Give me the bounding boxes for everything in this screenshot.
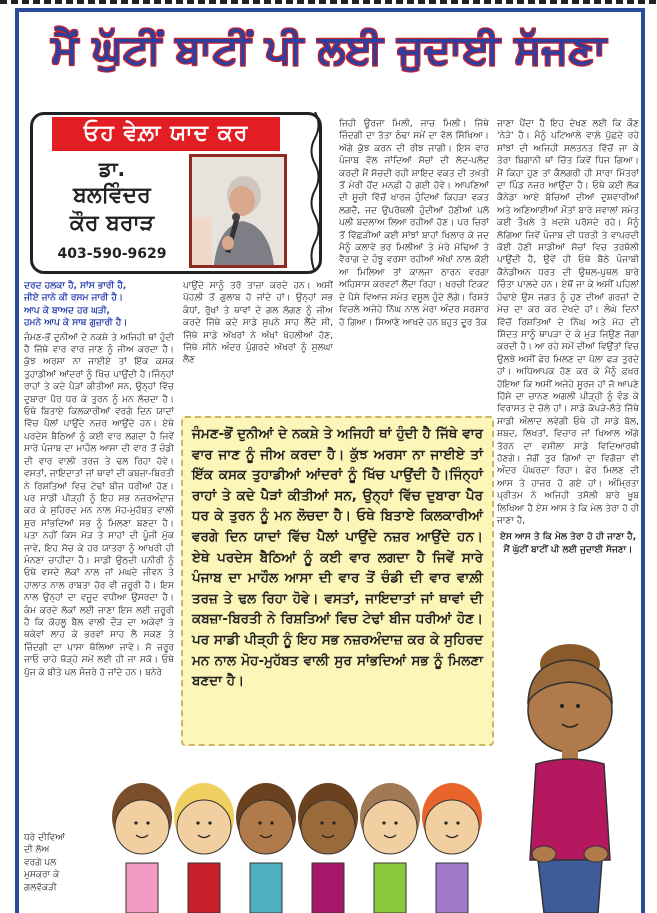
author-prefix: ਡਾ.	[98, 157, 126, 181]
article-text: ਜਾਣਾ ਪੈਂਦਾ ਹੈ ਇਹ ਦੇਖਣ ਲਈ ਕਿ ਕੌਣ 'ਨੇੜੇ' ਹੈ। ਮੈਨੂੰ ਪਟਿਆਲੇ ਵਾਲ਼ੇ ਪੁੱਛਦੇ ਰਹੇ ਸਾਂਝਾਂ ਦੀ ਅਜਿਹੀ ਸਲਤਨਤ ਵਿੱਚੋਂ ਜਾ ਕੇ ਤੇਰਾ ਬਿਗਾਨੀ ਥਾਂ ਚਿੱਤ ਕਿਵੇਂ ਧਿਜ ਗਿਆ। ਮੈਂ ਕਿਹਾ ਹੁਣ ਤਾਂ ਕੈਲਗਰੀ ਹੀ ਸਾਰਾ ਮਿੱਤਰਾਂ ਦਾ ਪਿੰਡ ਨਜ਼ਰ ਆਉਂਦਾ ਹੈ। ਓਥੇ ਕਈ ਲੋਕ ਕੈਨੇਡਾ ਆਏ ਬੱਚਿਆਂ ਦੀਆਂ ਦੁਸ਼ਵਾਰੀਆਂ ਅਤੇ ਅਣਿਆਈਆਂ ਮੌਤਾਂ ਬਾਰੇ ਸਵਾਲਾਂ ਸਮੇਤ ਕਈ ਤੌਖਲੇ ਤੇ ਖ਼ਦਸ਼ੇ ਪਰੋਸਦੇ ਰਹੇ। ਮੈਨੂੰ ਲੱਗਿਆ ਜਿਵੇਂ ਪੰਜਾਬ ਦੀ ਧਰਤੀ ਤੇ ਵਾਪਰਦੀ ਕੋਈ ਹੋਣੀ ਸਾਡੀਆਂ ਸੋਚਾਂ ਵਿਚ ਤਰਥੱਲੀ ਪਾਉਂਦੀ ਹੈ, ਉਵੇਂ ਹੀ ਓਥੇ ਬੈਠੇ ਪੰਜਾਬੀ ਕੈਨੇਡੀਅਨ ਧਰਤ ਦੀ ਉਥਲ-ਪੁਥਲ ਬਾਰੇ ਚਿੰਤਾ ਪਾਲ਼ਦੇ ਹਨ। ਏਥੋਂ ਜਾ ਕੇ ਅਸੀਂ ਪਹਿਲਾਂ ਹੰਢਾਏ ਉਸ ਜਗਤ ਨੂੰ ਹੁਣ ਦੀਆਂ ਗਰਜ਼ਾਂ ਦੇ ਮੇਚ ਦਾ ਕਰ ਕਰ ਦੇਖਦੇ ਹਾਂ। ਲੰਘੇ ਦਿਨਾਂ ਵਿੱਚੋਂ ਰਿਸ਼ਤਿਆਂ ਦੇ ਨਿੱਘ ਅਤੇ ਮੋਹ ਦੀ ਸ਼ਿੱਦਤ ਸਾਨੂੰ ਥਾਪੜਾ ਦੇ ਕੇ ਮੁੜ ਜਿਉਣ ਜੋਗਾ ਕਰਦੀ ਹੈ। ਆ ਰਹੇ ਸਮੇਂ ਦੀਆਂ ਵਿਉਂਤਾਂ ਵਿਚ ਉਲਝੇ ਅਸੀਂ ਫੇਰ ਮਿਲਣ ਦਾ ਪੱਲਾ ਫੜ ਤੁਰਦੇ ਹਾਂ। ਅਧਿਆਪਕ ਹੋਣ ਕਰ ਕੇ ਮੈਨੂੰ ਫ਼ਖਰ ਹੋਇਆ ਕਿ ਅਸੀਂ ਅਜੇਹੇ ਸੂਰਜ ਹਾਂ ਜੋ ਆਪਣੇ ਹਿੱਸੇ ਦਾ ਚਾਨਣ ਅਗਲੀ ਪੀੜ੍ਹੀ ਨੂੰ ਵੰਡ ਕੇ ਵਿਰਾਸਤ ਦੇ ਚੱਲੇ ਹਾਂ। ਸਾਡੇ ਕੱਪੜੇ-ਲੱਤੇ ਜਿੱਥੇ ਸਾਡੀ ਔਲਾਦ ਲਵੇਗੀ ਓਥੇ ਹੀ ਸਾਡੇ ਬੋਲ, ਸ਼ਬਦ, ਲਿਖਤਾਂ, ਵਿਚਾਰ ਜਾਂ ਖਿਆਲ ਅੱਗੇ ਤੋਰਨ ਦਾ ਵਸੀਲਾ ਸਾਡੇ ਵਿਦਿਆਰਥੀ ਹੋਣਗੇ। ਜੱਗੋਂ ਤੁਰ ਗਿਆਂ ਦਾ ਵਿਗੋਚਾ ਵੀ ਅੰਦਰ ਪੰਘਰਦਾ ਰਿਹਾ। ਫੇਰ ਮਿਲਣ ਦੀ ਆਸ ਤੇ ਹਾਜ਼ਰ ਹੋ ਗਏ ਹਾਂ। ਅੰਮ੍ਰਿਤਾ ਪ੍ਰੀਤਮ ਨੇ ਅਜਿਹੀ ਤਸੱਲੀ ਬਾਰੇ ਖ਼ੂਬ ਲਿਖਿਆ ਹੈ ਏਸ ਆਸ ਤੇ ਕਿ ਮੇਲ ਤੇਰਾ ਹੋ ਹੀ ਜਾਣਾ ਹੈ,	[497, 119, 639, 526]
closing-couplet	[497, 531, 639, 556]
column-title: ਓਹ ਵੇਲ਼ਾ ਯਾਦ ਕਰ	[52, 117, 280, 151]
poem-line: ਦਰਦ ਹਲਕਾ ਹੈ, ਸਾਂਸ ਭਾਰੀ ਹੈ,	[24, 281, 127, 291]
kid-figure-purple-shirt-redhead-girl	[422, 783, 482, 913]
article-column-2	[183, 280, 333, 410]
headline: ਮੈਂ ਘੁੱਟੀਂ ਬਾਟੀਂ ਪੀ ਲਈ ਜੁਦਾਈ ਸੱਜਣਾ	[51, 27, 607, 73]
text-line: ਗਲਵੱਕੜੀ	[24, 882, 57, 893]
kid-figure-red-shirt-boy	[174, 783, 234, 913]
article-text: ਜੰਮਣ-ਭੋਂ ਦੁਨੀਆਂ ਦੇ ਨਕਸ਼ੇ ਤੇ ਅਜਿਹੀ ਥਾਂ ਹੁੰਦੀ ਹੈ ਜਿੱਥੇ ਵਾਰ ਵਾਰ ਜਾਣ ਨੂੰ ਜੀਅ ਕਰਦਾ ਹੈ। ਕੁੱਝ ਅਰਸਾ ਨਾ ਜਾਈਏ ਤਾਂ ਇੱਕ ਕਸਕ ਤੁਹਾਡੀਆਂ ਆਂਦਰਾਂ ਨੂੰ ਖਿੱਚ ਪਾਉਂਦੀ ਹੈ।ਜਿੰਨ੍ਹਾਂ ਰਾਹਾਂ ਤੇ ਕਦੇ ਪੈੜਾਂ ਕੀਤੀਆਂ ਸਨ, ਉਨ੍ਹਾਂ ਵਿੱਚ ਦੁਬਾਰਾ ਪੈਰ ਧਰ ਕੇ ਤੁਰਨ ਨੂੰ ਮਨ ਲੋਚਦਾ ਹੈ। ਓਥੇ ਬਿਤਾਏ ਕਿਲਕਾਰੀਆਂ ਵਰਗੇ ਦਿਨ ਯਾਦਾਂ ਵਿੱਚ ਪੈਲਾਂ ਪਾਉਂਦੇ ਨਜ਼ਰ ਆਉਂਦੇ ਹਨ। ਏਥੇ ਪਰਦੇਸ ਬੈਠਿਆਂ ਨੂੰ ਕਈ ਵਾਰ ਲਗਦਾ ਹੈ ਜਿਵੇਂ ਸਾਰੇ ਪੰਜਾਬ ਦਾ ਮਾਹੌਲ ਆਸਾ ਦੀ ਵਾਰ ਤੋਂ ਚੰਡੀ ਦੀ ਵਾਰ ਵਾਲ਼ੀ ਤਰਜ਼ ਤੇ ਢਲ ਰਿਹਾ ਹੋਵੇ। ਵਸਤਾਂ, ਜਾਇਦਾਤਾਂ ਜਾਂ ਥਾਵਾਂ ਦੀ ਕਬਜ਼ਾ-ਬਿਰਤੀ ਨੇ ਰਿਸ਼ਤਿਆਂ ਵਿਚ ਟੇਢਾਂ ਬੀਜ ਧਰੀਆਂ ਹੋਣ। ਪਰ ਸਾਡੀ ਪੀੜ੍ਹੀ ਨੂੰ ਇਹ ਸਭ ਨਜ਼ਰਅੰਦਾਜ਼ ਕਰ ਕੇ ਸੁਹਿਰਦ ਮਨ ਨਾਲ ਮੋਹ-ਮੁਹੱਬਤ ਵਾਲੀ ਸੁਰ ਸਾਂਭਦਿਆਂ ਸਭ ਨੂੰ ਮਿਲਣਾ ਬਣਦਾ ਹੈ। ਪਤਾ ਨਹੀਂ ਕਿਸ ਮੋੜ ਤੇ ਸਾਹਾਂ ਦੀ ਪੂੰਜੀ ਮੁੱਕ ਜਾਵੇ, ਇਹ ਸੋਚ ਕੇ ਹਰ ਯਾਤਰਾ ਨੂੰ ਆਖਰੀ ਹੀ ਮੰਨਣਾ ਚਾਹੀਦਾ ਹੈ। ਸਾਡੀ ਉਠਦੀ ਪਨੀਰੀ ਨੂੰ ਓਥੇ ਵਸਦੇ ਲੋਕਾਂ ਨਾਲ ਜਾਂ ਮਘਦੇ ਜੀਵਨ ਤੇ ਹਾਲਾਤ ਨਾਲ ਰਾਬਤਾ ਹੋਰ ਵੀ ਜ਼ਰੂਰੀ ਹੈ। ਇਸ ਨਾਲ ਉਨ੍ਹਾਂ ਦਾ ਵਜੂਦ ਵਧੀਆ ਉਸਰਦਾ ਹੈ। ਕੰਮ ਕਰਦੇ ਲੋਕਾਂ ਲਈ ਜਾਣਾ ਇਸ ਲਈ ਜ਼ਰੂਰੀ ਹੈ ਕਿ ਕੋਹਲੂ ਬੈਲ ਵਾਲੀ ਦੌੜ ਦਾ ਅਕੇਵਾਂ ਤੇ ਥਕੇਵਾਂ ਲਾਹ ਕੇ ਭਰਵਾਂ ਸਾਹ ਲੈ ਸਕਣ ਤੇ ਜ਼ਿੰਦਗੀ ਦਾ ਪਾਸਾ ਥੱਲਿਆ ਜਾਵੇ। ਸੋ ਜ਼ਰੂਰ ਜਾਓ ਚਾਹੇ ਥੋੜ੍ਹੇ ਸਮੇਂ ਲਈ ਹੀ ਜਾ ਸਕੋ। ਓਥੇ ਪੁੱਜ ਕੇ ਬੀਤੇ ਪਲ ਸੰਜਰੇ ਹੋ ਜਾਂਦੇ ਹਨ। ਬਨੇਰੇ	[24, 332, 174, 678]
wavy-border	[308, 112, 322, 272]
article-text: ਜਿਹੀ ਊਰਜਾ ਮਿਲੀ, ਜਾਚ ਮਿਲੀ। ਜਿੱਥੇ ਜ਼ਿੰਦਗੀ ਦਾ ਤੱਤਾ ਠੰਢਾ ਸਮੇਂ ਦਾ ਵੱਲ ਸਿੱਖਿਆ। ਅੱਗੇ ਕੁੱਝ ਕਰਨ ਦੀ ਰੀਝ ਜਾਗੀ। ਇਸ ਵਾਰ ਪੰਜਾਬ ਵੱਲ ਜਾਂਦਿਆਂ ਸੋਚਾਂ ਦੀ ਲੱਦ-ਪਲੱਦ ਕਰਦੀ ਮੈਂ ਸੋਚਦੀ ਰਹੀ ਸ਼ਾਇਦ ਵਕਤ ਦੀ ਤਖ਼ਤੀ ਤੋਂ ਮੇਰੀ ਹੋਂਦ ਮਨਫ਼ੀ ਹੋ ਗਈ ਹੋਵੇ। ਆਪਣਿਆਂ ਦੀ ਸੂਚੀ ਵਿੱਚੋਂ ਖਾਰਜ ਹੁੰਦਿਆਂ ਕਿਹੜਾ ਵਕਤ ਲਗਦੈ, ਜਦ ਉਪਰੋਥਲੀ ਹੁੰਦੀਆਂ ਹੋਣੀਆਂ ਪਲੋ ਪਲੀ ਬਦਲਾਅ ਲਿਆ ਰਹੀਆਂ ਹੋਣ। ਪਰ ਚਿਰਾਂ ਤੋਂ ਵਿੱਛੜੀਆਂ ਕਈ ਸਾਂਝਾਂ ਬਾਹਾਂ ਖਿਲਾਰ ਕੇ ਜਦ ਮੈਨੂੰ ਕਲਾਵੇ ਭਰ ਮਿਲੀਆਂ ਤੇ ਮੇਰੇ ਮੋਢਿਆਂ ਤੇ ਵੈਰਾਗ ਦੇ ਹੰਝੂ ਵਰਸਾ ਰਹੀਆਂ ਅੱਖਾਂ ਨਾਲ ਕੋਈ ਆ ਮਿਲਿਆ ਤਾਂ ਕਾਲਜਾ ਠਾਰਨ ਵਰਗਾ ਅਹਿਸਾਸ ਕਰਵਟਾਂ ਲੈਂਦਾ ਰਿਹਾ। ਖਰਚੀ ਟਿਕਟ ਦੇ ਪੈਸੇ ਵਿਆਜ ਸਮੇਤ ਵਸੂਲ ਹੁੰਦੇ ਲੱਗੇ। ਰਿਸ਼ਤੇ ਵਿਚਲੇ ਅਜੇਹੇ ਨਿੱਘ ਨਾਲ ਮੇਰਾ ਅੰਦਰ ਸਰਸ਼ਾਰ ਹੋ ਗਿਆ। ਸਿਆਣੇ ਆਖਦੇ ਹਨ ਬਹੁਤ ਦੂਰ ਤੱਕ	[339, 119, 489, 328]
article-text: ਪਾਉਂਦੇ ਸਾਨੂੰ ਤਰੋ ਤਾਜ਼ਾ ਕਰਦੇ ਹਨ। ਅਸੀਂ ਪੋਹਲ਼ੀ ਤੋਂ ਗੁਲਾਬ ਹੋ ਜਾਂਦੇ ਹਾਂ। ਉਨ੍ਹਾਂ ਸਭ ਕੰਧਾਂ, ਰੁੱਖਾਂ ਤੇ ਥਾਵਾਂ ਦੇ ਗਲ ਲੱਗਣ ਨੂੰ ਜੀਅ ਕਰਦੇ ਜਿੱਥੇ ਕਦੇ ਸਾਡੇ ਸੁਪਨੇ ਸਾਹ ਲੈਂਦੇ ਸੀ, ਜਿੱਥੇ ਸਾਡੇ ਅੱਖਰਾਂ ਨੇ ਅੱਖਾਂ ਖੋਹਲੀਆਂ ਹੋਣ, ਜਿੱਥੇ ਸੀਨੇ ਅੰਦਰ ਪੁੰਗਰਦੇ ਅੱਖਰਾਂ ਨੂੰ ਸੁਲਘਾ ਲੈਣ	[183, 281, 333, 366]
kid-figure-magenta-shirt-girl	[298, 783, 358, 913]
poem-line: ਜੀਏ ਜਾਨੇ ਕੀ ਰਸਮ ਜਾਰੀ ਹੈ।	[24, 293, 123, 304]
couplet-line: ਮੈਂ ਘੁੱਟੀਂ ਬਾਟੀਂ ਪੀ ਲਈ ਜੁਦਾਈ ਸੱਜਣਾ।	[503, 544, 633, 555]
text-line: ਮੁਸਕਰਾ ਕੇ	[24, 870, 60, 881]
kid-figure-green-shirt-boy	[360, 783, 420, 913]
kid-figure-pink-shirt-girl	[112, 783, 172, 913]
article-column-3	[339, 118, 489, 410]
author-name: ਬਲਵਿੰਦਰ	[73, 183, 151, 208]
woman-shirt	[530, 759, 610, 860]
author-photo	[189, 154, 287, 268]
poem-line: ਹਮਨੇ ਆਪ ਕੇ ਸਾਥ ਗੁਜ਼ਾਰੀ ਹੈ।	[24, 318, 128, 329]
text-line: ਧਰੇ ਦੀਵਿਆਂ	[24, 833, 66, 843]
author-portrait-icon	[192, 157, 284, 265]
pull-quote: ਜੰਮਣ-ਭੋਂ ਦੁਨੀਆਂ ਦੇ ਨਕਸ਼ੇ ਤੇ ਅਜਿਹੀ ਥਾਂ ਹੁੰਦੀ ਹੈ ਜਿੱਥੇ ਵਾਰ ਵਾਰ ਜਾਣ ਨੂੰ ਜੀਅ ਕਰਦਾ ਹੈ। ਕੁੱਝ ਅਰਸਾ ਨਾ ਜਾਈਏ ਤਾਂ ਇੱਕ ਕਸਕ ਤੁਹਾਡੀਆਂ ਆਂਦਰਾਂ ਨੂੰ ਖਿੱਚ ਪਾਉਂਦੀ ਹੈ।ਜਿੰਨ੍ਹਾਂ ਰਾਹਾਂ ਤੇ ਕਦੇ ਪੈੜਾਂ ਕੀਤੀਆਂ ਸਨ, ਉਨ੍ਹਾਂ ਵਿੱਚ ਦੁਬਾਰਾ ਪੈਰ ਧਰ ਕੇ ਤੁਰਨ ਨੂੰ ਮਨ ਲੋਚਦਾ ਹੈ। ਓਥੇ ਬਿਤਾਏ ਕਿਲਕਾਰੀਆਂ ਵਰਗੇ ਦਿਨ ਯਾਦਾਂ ਵਿੱਚ ਪੈਲਾਂ ਪਾਉਂਦੇ ਨਜ਼ਰ ਆਉਂਦੇ ਹਨ। ਏਥੇ ਪਰਦੇਸ ਬੈਠਿਆਂ ਨੂੰ ਕਈ ਵਾਰ ਲਗਦਾ ਹੈ ਜਿਵੇਂ ਸਾਰੇ ਪੰਜਾਬ ਦਾ ਮਾਹੌਲ ਆਸਾ ਦੀ ਵਾਰ ਤੋਂ ਚੰਡੀ ਦੀ ਵਾਰ ਵਾਲ਼ੀ ਤਰਜ਼ ਤੇ ਢਲ ਰਿਹਾ ਹੋਵੇ। ਵਸਤਾਂ, ਜਾਇਦਾਤਾਂ ਜਾਂ ਥਾਵਾਂ ਦੀ ਕਬਜ਼ਾ-ਬਿਰਤੀ ਨੇ ਰਿਸ਼ਤਿਆਂ ਵਿਚ ਟੇਢਾਂ ਬੀਜ ਧਰੀਆਂ ਹੋਣ। ਪਰ ਸਾਡੀ ਪੀੜ੍ਹੀ ਨੂੰ ਇਹ ਸਭ ਨਜ਼ਰਅੰਦਾਜ਼ ਕਰ ਕੇ ਸੁਹਿਰਦ ਮਨ ਨਾਲ ਮੋਹ-ਮੁਹੱਬਤ ਵਾਲੀ ਸੁਰ ਸਾਂਭਦਿਆਂ ਸਭ ਨੂੰ ਮਿਲਣਾ ਬਣਦਾ ਹੈ।	[181, 416, 494, 746]
author-phone: 403-590-9629	[57, 246, 167, 262]
article-text-tail	[24, 832, 108, 894]
poem-line: ਆਪ ਕੇ ਬਾਅਦ ਹਰ ਘੜੀ,	[24, 305, 110, 316]
woman-illustration	[500, 640, 640, 913]
text-line: ਵਰਗੇ ਪਲ	[24, 857, 57, 868]
article-column-1	[24, 280, 174, 828]
couplet-line: ਏਸ ਆਸ ਤੇ ਕਿ ਮੇਲ ਤੇਰਾ ਹੋ ਹੀ ਜਾਣਾ ਹੈ,	[499, 532, 637, 543]
woman-pants	[538, 860, 602, 913]
top-dashed-rule	[0, 0, 657, 4]
article-column-4	[497, 118, 639, 638]
kid-figure-teal-shirt-boy	[236, 783, 296, 913]
kids-illustration	[110, 775, 490, 913]
poem	[24, 280, 174, 330]
text-line: ਦੀ ਲੋਅ	[24, 845, 50, 856]
author-block	[42, 156, 182, 262]
author-surname: ਕੌਰ ਬਰਾੜ	[69, 211, 155, 236]
